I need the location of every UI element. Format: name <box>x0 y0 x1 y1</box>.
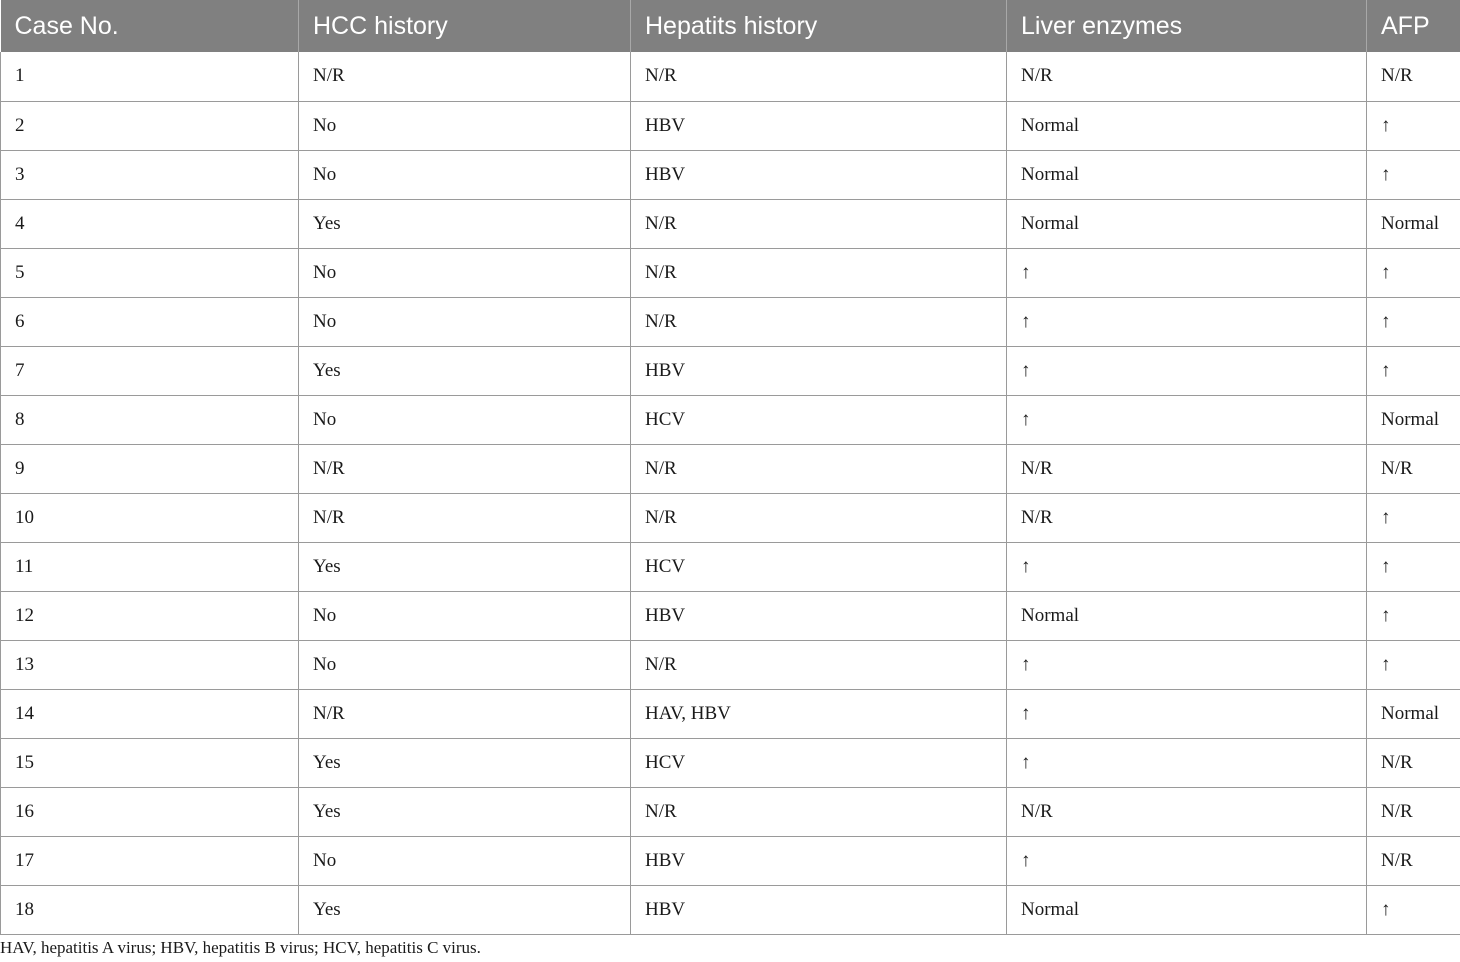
cell-hepatitis-history: N/R <box>631 640 1007 689</box>
cell-afp: Normal <box>1367 199 1460 248</box>
cell-case-no: 9 <box>1 444 299 493</box>
cell-case-no: 2 <box>1 101 299 150</box>
cell-case-no: 6 <box>1 297 299 346</box>
cell-case-no: 4 <box>1 199 299 248</box>
cell-case-no: 18 <box>1 885 299 934</box>
cell-case-no: 16 <box>1 787 299 836</box>
cell-hcc-history: No <box>299 248 631 297</box>
table-row <box>1 591 1460 640</box>
cell-hcc-history: No <box>299 101 631 150</box>
header-hcc-history: HCC history <box>299 0 631 52</box>
table-row <box>1 640 1460 689</box>
cell-liver-enzymes: N/R <box>1007 52 1367 101</box>
cell-liver-enzymes: N/R <box>1007 493 1367 542</box>
cell-hepatitis-history: HBV <box>631 591 1007 640</box>
cell-afp: ↑ <box>1367 640 1460 689</box>
cell-hepatitis-history: HBV <box>631 346 1007 395</box>
table-row <box>1 199 1460 248</box>
table-row <box>1 346 1460 395</box>
table-row <box>1 885 1460 934</box>
header-row <box>1 0 1460 52</box>
table-row <box>1 297 1460 346</box>
table-row <box>1 836 1460 885</box>
cell-case-no: 11 <box>1 542 299 591</box>
cell-afp: Normal <box>1367 689 1460 738</box>
cell-afp: ↑ <box>1367 542 1460 591</box>
cell-hepatitis-history: HBV <box>631 836 1007 885</box>
cell-hcc-history: N/R <box>299 444 631 493</box>
cell-hepatitis-history: N/R <box>631 787 1007 836</box>
header-afp: AFP <box>1367 0 1460 52</box>
header-case-no: Case No. <box>1 0 299 52</box>
cell-case-no: 15 <box>1 738 299 787</box>
cell-liver-enzymes: ↑ <box>1007 395 1367 444</box>
cell-liver-enzymes: ↑ <box>1007 297 1367 346</box>
cell-liver-enzymes: ↑ <box>1007 689 1367 738</box>
table-body <box>1 52 1460 934</box>
cell-afp: N/R <box>1367 444 1460 493</box>
table-footnote: HAV, hepatitis A virus; HBV, hepatitis B virus; HCV, hepatitis C virus. <box>0 938 481 957</box>
cell-hepatitis-history: N/R <box>631 444 1007 493</box>
cell-hepatitis-history: HCV <box>631 542 1007 591</box>
cell-hepatitis-history: N/R <box>631 248 1007 297</box>
cell-hcc-history: No <box>299 640 631 689</box>
cell-hepatitis-history: HBV <box>631 885 1007 934</box>
cell-case-no: 14 <box>1 689 299 738</box>
cell-hcc-history: No <box>299 836 631 885</box>
cell-case-no: 10 <box>1 493 299 542</box>
cell-hcc-history: No <box>299 297 631 346</box>
cell-afp: N/R <box>1367 787 1460 836</box>
cell-afp: N/R <box>1367 836 1460 885</box>
cell-hepatitis-history: N/R <box>631 297 1007 346</box>
cell-liver-enzymes: Normal <box>1007 199 1367 248</box>
cell-liver-enzymes: ↑ <box>1007 836 1367 885</box>
cell-hcc-history: No <box>299 591 631 640</box>
cell-hepatitis-history: N/R <box>631 493 1007 542</box>
table-row <box>1 493 1460 542</box>
cell-case-no: 17 <box>1 836 299 885</box>
cell-hepatitis-history: N/R <box>631 199 1007 248</box>
cell-liver-enzymes: Normal <box>1007 101 1367 150</box>
table-row <box>1 787 1460 836</box>
table-row <box>1 738 1460 787</box>
cell-hepatitis-history: HCV <box>631 738 1007 787</box>
cell-afp: Normal <box>1367 395 1460 444</box>
cell-case-no: 8 <box>1 395 299 444</box>
cell-hcc-history: Yes <box>299 885 631 934</box>
cell-hepatitis-history: HBV <box>631 150 1007 199</box>
table-row <box>1 395 1460 444</box>
cell-afp: ↑ <box>1367 150 1460 199</box>
cell-liver-enzymes: ↑ <box>1007 640 1367 689</box>
cell-liver-enzymes: ↑ <box>1007 738 1367 787</box>
cell-case-no: 7 <box>1 346 299 395</box>
cell-liver-enzymes: Normal <box>1007 591 1367 640</box>
cell-case-no: 12 <box>1 591 299 640</box>
cell-afp: ↑ <box>1367 493 1460 542</box>
header-liver-enzymes: Liver enzymes <box>1007 0 1367 52</box>
cell-case-no: 5 <box>1 248 299 297</box>
cell-liver-enzymes: Normal <box>1007 150 1367 199</box>
cell-hepatitis-history: HCV <box>631 395 1007 444</box>
table-row <box>1 689 1460 738</box>
header-hepatitis-history: Hepatits history <box>631 0 1007 52</box>
cell-hcc-history: Yes <box>299 738 631 787</box>
table-row <box>1 444 1460 493</box>
cell-liver-enzymes: ↑ <box>1007 542 1367 591</box>
cell-afp: ↑ <box>1367 101 1460 150</box>
cell-hcc-history: N/R <box>299 52 631 101</box>
table-row <box>1 248 1460 297</box>
cell-hcc-history: Yes <box>299 542 631 591</box>
cell-hcc-history: Yes <box>299 787 631 836</box>
cell-case-no: 13 <box>1 640 299 689</box>
cell-hcc-history: No <box>299 395 631 444</box>
cell-case-no: 3 <box>1 150 299 199</box>
cell-hcc-history: N/R <box>299 689 631 738</box>
cell-afp: ↑ <box>1367 885 1460 934</box>
cell-case-no: 1 <box>1 52 299 101</box>
cell-hcc-history: No <box>299 150 631 199</box>
table-row <box>1 101 1460 150</box>
cell-hepatitis-history: N/R <box>631 52 1007 101</box>
cell-hepatitis-history: HBV <box>631 101 1007 150</box>
cell-hcc-history: Yes <box>299 199 631 248</box>
cell-liver-enzymes: ↑ <box>1007 346 1367 395</box>
cell-afp: N/R <box>1367 52 1460 101</box>
cell-hcc-history: N/R <box>299 493 631 542</box>
table-row <box>1 52 1460 101</box>
cell-afp: ↑ <box>1367 248 1460 297</box>
cell-liver-enzymes: N/R <box>1007 787 1367 836</box>
table-row <box>1 150 1460 199</box>
cell-afp: ↑ <box>1367 297 1460 346</box>
cell-afp: ↑ <box>1367 346 1460 395</box>
cell-liver-enzymes: N/R <box>1007 444 1367 493</box>
cell-afp: ↑ <box>1367 591 1460 640</box>
cell-hcc-history: Yes <box>299 346 631 395</box>
table-header <box>1 0 1460 52</box>
cell-liver-enzymes: Normal <box>1007 885 1367 934</box>
cell-hepatitis-history: HAV, HBV <box>631 689 1007 738</box>
cell-afp: N/R <box>1367 738 1460 787</box>
table-row <box>1 542 1460 591</box>
cell-liver-enzymes: ↑ <box>1007 248 1367 297</box>
